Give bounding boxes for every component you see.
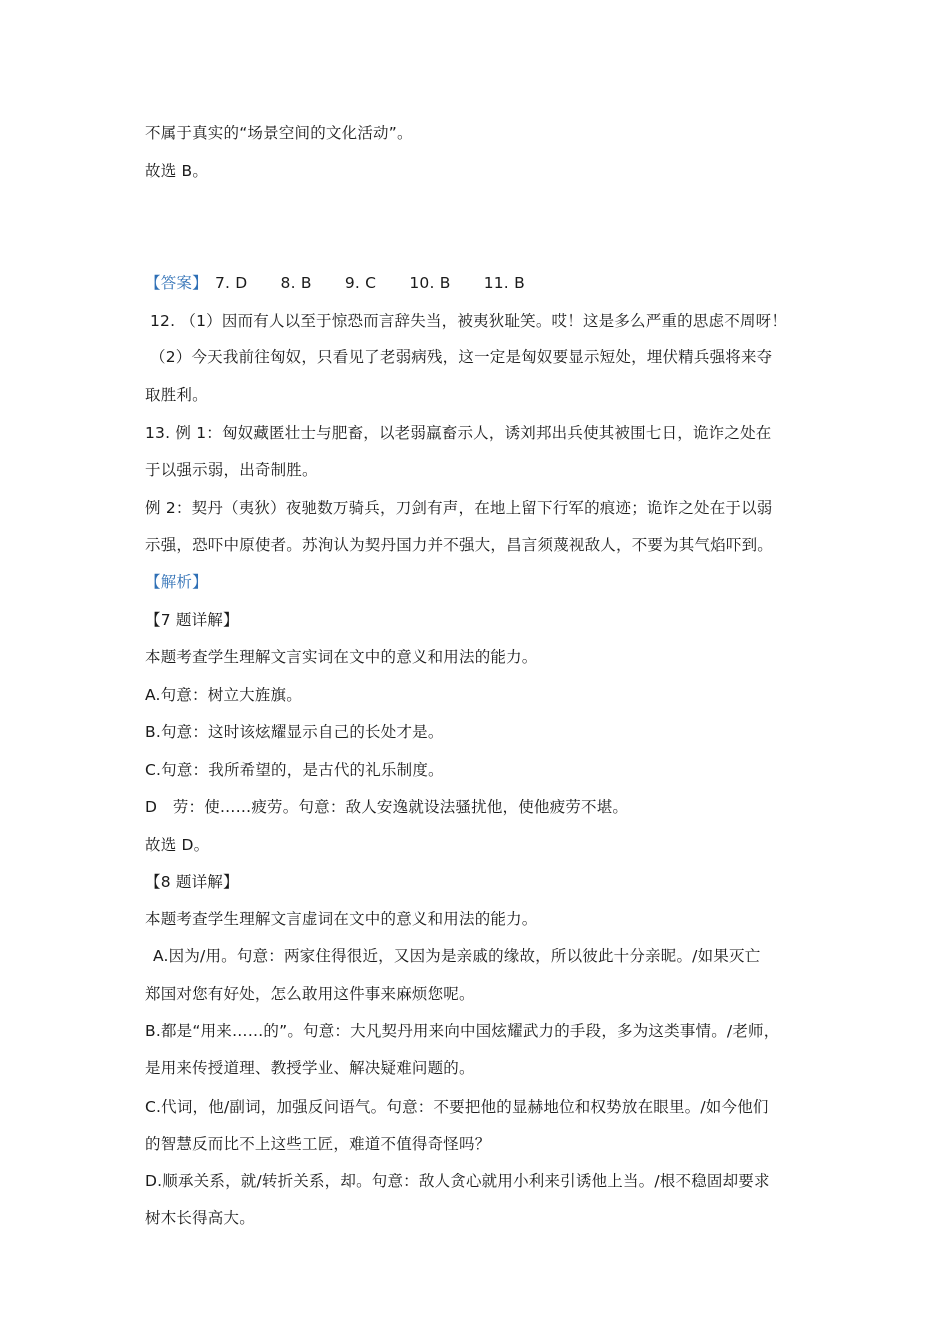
text-line: 本题考查学生理解文言实词在文中的意义和用法的能力。 [145,648,538,666]
answer-item: 10. B [409,274,451,292]
text-line: （2）今天我前往匈奴，只看见了老弱病残，这一定是匈奴要显示短处，埋伏精兵强将来夺 [150,348,773,366]
section-heading-8: 【8 题详解】 [145,873,239,891]
text-line: 12. （1）因而有人以至于惊恐而言辞失当，被夷狄耻笑。哎！这是多么严重的思虑不周呀！ [150,312,788,330]
text-line: D 劳：使……疲劳。句意：敌人安逸就设法骚扰他，使他疲劳不堪。 [145,798,629,816]
text-line: 故选 B。 [145,162,209,180]
text-line: A.句意：树立大旌旗。 [145,686,302,704]
text-line: 13. 例 1：匈奴藏匿壮士与肥畜，以老弱羸畜示人，诱刘邦出兵使其被围七日，诡诈之处在 [145,424,772,442]
text-line: C.代词，他/副词，加强反问语气。句意：不要把他的显赫地位和权势放在眼里。/如今他们 [145,1098,769,1116]
analysis-heading: 【解析】 [145,573,208,591]
text-line: B.都是“用来……的”。句意：大凡契丹用来向中国炫耀武力的手段，多为这类事情。/老师， [145,1022,780,1040]
text-line: 例 2：契丹（夷狄）夜驰数万骑兵，刀剑有声，在地上留下行军的痕迹；诡诈之处在于以弱 [145,499,773,517]
text-line: D.顺承关系，就/转折关系，却。句意：敌人贪心就用小利来引诱他上当。/根不稳固却要求 [145,1172,770,1190]
text-line: 示强，恐吓中原使者。苏洵认为契丹国力并不强大，昌言须蔑视敌人，不要为其气焰吓到。 [145,536,774,554]
section-heading-7: 【7 题详解】 [145,611,239,629]
answer-item: 11. B [483,274,525,292]
text-line: 的智慧反而比不上这些工匠，难道不值得奇怪吗？ [145,1135,491,1153]
text-line: 郑国对您有好处，怎么敢用这件事来麻烦您呢。 [145,985,475,1003]
answer-row [145,273,525,293]
text-line: 是用来传授道理、教授学业、解决疑难问题的。 [145,1059,475,1077]
text-line: 故选 D。 [145,836,210,854]
text-line: 于以强示弱，出奇制胜。 [145,461,318,479]
text-line: 本题考查学生理解文言虚词在文中的意义和用法的能力。 [145,910,538,928]
text-line: 树木长得高大。 [145,1209,255,1227]
text-line: 不属于真实的“场景空间的文化活动”。 [145,124,413,142]
answer-label: 【答案】 [145,274,208,292]
text-line: B.句意：这时该炫耀显示自己的长处才是。 [145,723,444,741]
text-line: C.句意：我所希望的，是古代的礼乐制度。 [145,761,444,779]
answer-item: 8. B [280,274,312,292]
text-line: A.因为/用。句意：两家住得很近，又因为是亲戚的缘故，所以彼此十分亲昵。/如果灭亡 [153,947,761,965]
answer-item: 9. C [344,274,377,292]
answer-item: 7. D [214,274,248,292]
text-line: 取胜利。 [145,386,208,404]
